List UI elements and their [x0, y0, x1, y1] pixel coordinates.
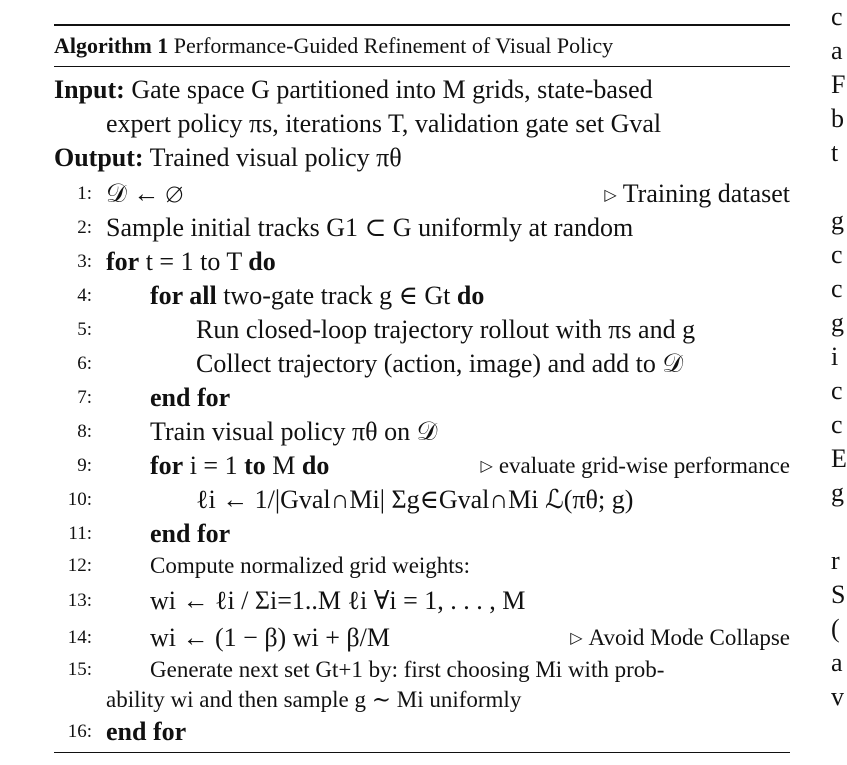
output-label: Output:: [54, 143, 144, 172]
step-1: 1: 𝒟 ← ∅ ▷ Training dataset: [54, 177, 790, 211]
comment-training-dataset: ▷ Training dataset: [604, 179, 790, 208]
adjacent-column-clipped-text: c a F b t g c c g i c c E g r S ( a v: [831, 2, 847, 711]
algorithm-title: Performance-Guided Refinement of Visual Policy: [173, 33, 614, 58]
output-block: [54, 141, 790, 175]
caption-rule: [54, 66, 790, 67]
step-13: 13: wi ← ℓi / Σi=1..M ℓi ∀i = 1, . . . , M: [67, 586, 526, 615]
bottom-rule: [54, 752, 790, 753]
step-15-continued: ability wi and then sample g ∼ Mi uniformly: [106, 687, 522, 712]
step-10: 10: ℓi ← 1/|Gval∩Mi| Σg∈Gval∩Mi ℒ(πθ; g): [67, 485, 634, 514]
step-2: 2: Sample initial tracks G1 ⊂ G uniformly at random: [77, 213, 634, 242]
triangle-icon: ▷: [570, 630, 583, 647]
step-3: 3: for t = 1 to T do: [77, 247, 276, 276]
input-line-2: expert policy πs, iterations T, validation gate set Gval: [106, 109, 662, 138]
step-9: 9: for i = 1 to M do ▷ evaluate grid-wise performance: [54, 449, 790, 483]
algorithm-steps: [54, 177, 790, 749]
input-label: Input:: [54, 75, 125, 104]
triangle-icon: ▷: [604, 187, 617, 204]
step-7: 7: end for: [77, 383, 231, 412]
algorithm-number: Algorithm 1: [54, 33, 169, 58]
algorithm-block: [54, 24, 790, 749]
step-14: 14: wi ← (1 − β) wi + β/M ▷ Avoid Mode Collapse: [54, 621, 790, 655]
algorithm-caption: [54, 26, 790, 60]
input-block: [54, 73, 790, 141]
step-6: 6: Collect trajectory (action, image) and add to 𝒟: [77, 349, 684, 378]
comment-grid-performance: ▷ evaluate grid-wise performance: [480, 453, 790, 478]
step-5: 5: Run closed-loop trajectory rollout with πs and g: [77, 315, 696, 344]
input-text-1: Gate space G partitioned into M grids, state-based: [131, 75, 653, 104]
output-text: Trained visual policy πθ: [149, 143, 402, 172]
triangle-icon: ▷: [480, 458, 493, 475]
step-15: 15: Generate next set Gt+1 by: first choosing Mi with prob-: [67, 657, 665, 682]
step-4: 4: for all two-gate track g ∈ Gt do: [77, 281, 485, 310]
comment-mode-collapse: ▷ Avoid Mode Collapse: [570, 625, 790, 650]
step-12: 12: Compute normalized grid weights:: [67, 553, 471, 578]
step-16: 16: end for: [67, 717, 187, 746]
step-11: 11: end for: [68, 519, 231, 548]
step-8: 8: Train visual policy πθ on 𝒟: [77, 417, 438, 446]
input-line-1: [54, 73, 790, 107]
